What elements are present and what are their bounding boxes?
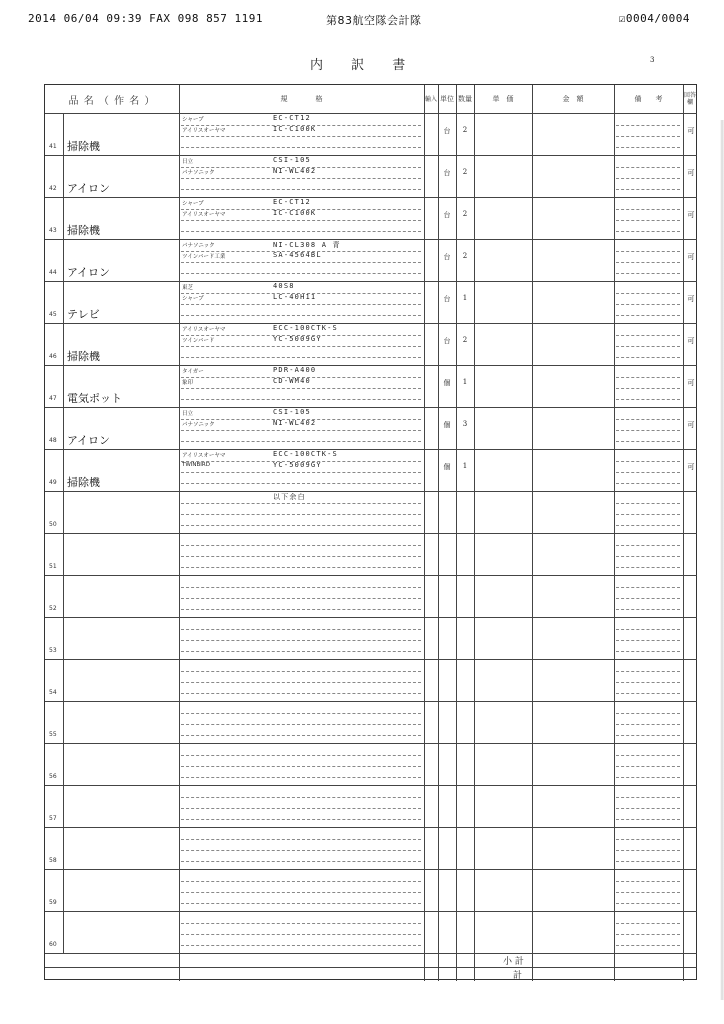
spec-line	[181, 892, 421, 893]
unit-value: 台	[443, 253, 451, 261]
spec-line	[181, 556, 421, 557]
header-spec: 規 格	[280, 95, 323, 103]
row-number: 42	[49, 185, 57, 192]
spec-maker: パナソニック	[182, 422, 215, 428]
remarks-line	[616, 682, 680, 683]
unit-value: 台	[443, 295, 451, 303]
spec-line	[181, 724, 421, 725]
row-number: 53	[49, 647, 57, 654]
item-name: 掃除機	[67, 140, 100, 153]
spec-line	[181, 525, 421, 526]
remarks-line	[616, 587, 680, 588]
spec-line	[181, 797, 421, 798]
spec-line	[181, 755, 421, 756]
remarks-line	[616, 388, 680, 389]
remarks-line	[616, 399, 680, 400]
spec-maker: 日立	[182, 411, 194, 417]
document-title: 内 訳 書	[310, 58, 418, 73]
spec-model: NI-WL402	[273, 419, 317, 427]
spec-maker: 日立	[182, 159, 194, 165]
header-unit-price: 単 価	[492, 95, 514, 103]
spec-maker: アイリスオーヤマ	[182, 128, 226, 134]
spec-line	[181, 220, 421, 221]
spec-line	[181, 629, 421, 630]
remarks-line	[616, 525, 680, 526]
row-number: 41	[49, 143, 57, 150]
remarks-line	[616, 766, 680, 767]
row-divider	[45, 323, 697, 324]
spec-maker: シャープ	[182, 117, 204, 123]
spec-line	[181, 399, 421, 400]
total-label: 計	[513, 971, 523, 981]
remarks-line	[616, 545, 680, 546]
spec-model: LC-40H11	[273, 293, 317, 301]
remarks-line	[616, 125, 680, 126]
remarks-line	[616, 777, 680, 778]
spec-maker: ツインバード工業	[182, 254, 226, 260]
spec-line	[181, 346, 421, 347]
remarks-line	[616, 797, 680, 798]
row-divider	[45, 407, 697, 408]
remarks-line	[616, 693, 680, 694]
spec-maker: TWINBIRD	[182, 462, 210, 468]
row-number: 52	[49, 605, 57, 612]
scan-edge	[720, 120, 724, 1000]
spec-model: CSI-105	[273, 408, 311, 416]
remarks-line	[616, 472, 680, 473]
row-divider	[45, 911, 697, 912]
spec-maker: アイリスオーヤマ	[182, 327, 226, 333]
answer-value: 可	[687, 295, 695, 303]
spec-line	[181, 640, 421, 641]
header-item-name: 品 名 （ 作 名 ）	[68, 95, 156, 107]
answer-value: 可	[687, 463, 695, 471]
spec-line	[181, 315, 421, 316]
remarks-line	[616, 441, 680, 442]
quantity-value: 1	[462, 462, 468, 470]
remarks-line	[616, 755, 680, 756]
row-divider	[45, 785, 697, 786]
item-name: アイロン	[67, 182, 111, 195]
remarks-line	[616, 273, 680, 274]
spec-line	[181, 945, 421, 946]
spec-line	[181, 388, 421, 389]
row-divider	[45, 743, 697, 744]
row-divider	[45, 113, 697, 114]
itemized-table	[44, 84, 697, 980]
spec-line	[181, 189, 421, 190]
spec-model: EC-CT12	[273, 114, 311, 122]
row-divider	[45, 281, 697, 282]
spec-model: 40S8	[273, 282, 295, 290]
remarks-line	[616, 189, 680, 190]
remarks-line	[616, 735, 680, 736]
item-name: 掃除機	[67, 476, 100, 489]
spec-model: IC-C100K	[273, 125, 317, 133]
spec-line	[181, 850, 421, 851]
row-divider	[45, 659, 697, 660]
answer-value: 可	[687, 127, 695, 135]
remarks-line	[616, 178, 680, 179]
remarks-line	[616, 934, 680, 935]
row-divider	[45, 617, 697, 618]
remarks-line	[616, 251, 680, 252]
remarks-line	[616, 903, 680, 904]
spec-model: PDR-A400	[273, 366, 317, 374]
spec-line	[181, 693, 421, 694]
item-name: 掃除機	[67, 224, 100, 237]
spec-line	[181, 934, 421, 935]
quantity-value: 2	[462, 168, 468, 176]
header-quantity: 数量	[458, 95, 472, 103]
spec-line	[181, 651, 421, 652]
remarks-line	[616, 483, 680, 484]
row-number: 59	[49, 899, 57, 906]
spec-model: ECC-100CTK-S	[273, 450, 338, 458]
row-number: 43	[49, 227, 57, 234]
remarks-line	[616, 167, 680, 168]
spec-maker: 象印	[182, 380, 194, 386]
spec-line	[181, 430, 421, 431]
remarks-line	[616, 293, 680, 294]
spec-line	[181, 514, 421, 515]
row-number: 45	[49, 311, 57, 318]
spec-line	[181, 671, 421, 672]
quantity-value: 3	[462, 420, 468, 428]
remarks-line	[616, 671, 680, 672]
page-number: 3	[650, 56, 655, 64]
row-number: 46	[49, 353, 57, 360]
spec-line	[181, 273, 421, 274]
quantity-value: 2	[462, 126, 468, 134]
quantity-value: 2	[462, 210, 468, 218]
remarks-line	[616, 147, 680, 148]
spec-model: IC-C100K	[273, 209, 317, 217]
item-name: アイロン	[67, 266, 111, 279]
spec-maker: シャープ	[182, 296, 204, 302]
fax-header-left: 2014 06/04 09:39 FAX 098 857 1191	[28, 12, 264, 25]
spec-line	[181, 483, 421, 484]
row-divider	[45, 491, 697, 492]
spec-maker: シャープ	[182, 201, 204, 207]
spec-line	[181, 713, 421, 714]
spec-line	[181, 503, 421, 504]
spec-line	[181, 598, 421, 599]
row-divider	[45, 827, 697, 828]
remarks-line	[616, 567, 680, 568]
spec-maker: パナソニック	[182, 243, 215, 249]
row-number: 55	[49, 731, 57, 738]
remarks-line	[616, 514, 680, 515]
subtotal-label: 小 計	[503, 957, 524, 967]
row-divider	[45, 869, 697, 870]
unit-value: 個	[443, 379, 451, 387]
answer-value: 可	[687, 169, 695, 177]
spec-line	[181, 839, 421, 840]
spec-maker: アイリスオーヤマ	[182, 212, 226, 218]
spec-maker: タイガー	[182, 369, 204, 375]
answer-value: 可	[687, 211, 695, 219]
spec-line	[181, 567, 421, 568]
row-number: 49	[49, 479, 57, 486]
remarks-line	[616, 304, 680, 305]
remarks-line	[616, 850, 680, 851]
unit-value: 台	[443, 211, 451, 219]
remarks-line	[616, 713, 680, 714]
remarks-line	[616, 819, 680, 820]
spec-line	[181, 147, 421, 148]
fax-header-page: ☑0004/0004	[618, 12, 690, 25]
spec-line	[181, 923, 421, 924]
spec-line	[181, 903, 421, 904]
row-number: 44	[49, 269, 57, 276]
row-divider	[45, 575, 697, 576]
remarks-line	[616, 598, 680, 599]
answer-value: 可	[687, 337, 695, 345]
quantity-value: 2	[462, 336, 468, 344]
answer-value: 可	[687, 379, 695, 387]
remarks-line	[616, 640, 680, 641]
remarks-line	[616, 231, 680, 232]
remarks-line	[616, 377, 680, 378]
row-number: 56	[49, 773, 57, 780]
row-number: 48	[49, 437, 57, 444]
spec-model: YC-5009GY	[273, 335, 322, 343]
row-number: 50	[49, 521, 57, 528]
remarks-line	[616, 461, 680, 462]
spec-model: EC-CT12	[273, 198, 311, 206]
remarks-line	[616, 262, 680, 263]
remarks-line	[616, 315, 680, 316]
remarks-line	[616, 724, 680, 725]
spec-line	[181, 262, 421, 263]
remarks-line	[616, 335, 680, 336]
remarks-line	[616, 808, 680, 809]
header-answer: 回答欄	[683, 92, 696, 106]
spec-maker: アイリスオーヤマ	[182, 453, 226, 459]
spec-model: CSI-105	[273, 156, 311, 164]
spec-line	[181, 136, 421, 137]
spec-line	[181, 861, 421, 862]
header-remarks: 備 考	[634, 95, 663, 103]
header-unit: 単位	[440, 95, 454, 103]
spec-model: ECC-100CTK-S	[273, 324, 338, 332]
remarks-line	[616, 136, 680, 137]
remarks-line	[616, 556, 680, 557]
header-import: 輸入	[424, 95, 437, 103]
unit-value: 個	[443, 421, 451, 429]
spec-model: SA-4564BL	[273, 251, 322, 259]
spec-line	[181, 231, 421, 232]
quantity-value: 1	[462, 378, 468, 386]
spec-model: CD-WM40	[273, 377, 311, 385]
remarks-line	[616, 861, 680, 862]
row-divider	[45, 155, 697, 156]
spec-line	[181, 357, 421, 358]
spec-line	[181, 735, 421, 736]
spec-line	[181, 178, 421, 179]
remarks-line	[616, 419, 680, 420]
spec-model: NI-WL402	[273, 167, 317, 175]
spec-line	[181, 472, 421, 473]
remarks-line	[616, 503, 680, 504]
spec-line	[181, 777, 421, 778]
row-divider	[45, 701, 697, 702]
spec-line	[181, 441, 421, 442]
spec-maker: 東芝	[182, 285, 194, 291]
row-divider	[45, 533, 697, 534]
row-number: 57	[49, 815, 57, 822]
row-number: 54	[49, 689, 57, 696]
unit-value: 台	[443, 337, 451, 345]
quantity-value: 1	[462, 294, 468, 302]
spec-line	[181, 587, 421, 588]
spec-line	[181, 609, 421, 610]
spec-maker: ツインバード	[182, 338, 215, 344]
spec-line	[181, 545, 421, 546]
remarks-line	[616, 357, 680, 358]
remarks-line	[616, 892, 680, 893]
remarks-line	[616, 923, 680, 924]
remarks-line	[616, 346, 680, 347]
remarks-line	[616, 209, 680, 210]
row-number: 51	[49, 563, 57, 570]
spec-line	[181, 808, 421, 809]
fax-header-sender: 第83航空隊会計隊	[326, 14, 422, 27]
row-divider	[45, 239, 697, 240]
item-name: アイロン	[67, 434, 111, 447]
remarks-line	[616, 881, 680, 882]
row-number: 58	[49, 857, 57, 864]
spec-line	[181, 819, 421, 820]
unit-value: 個	[443, 463, 451, 471]
remarks-line	[616, 609, 680, 610]
item-name: テレビ	[67, 308, 100, 321]
remarks-line	[616, 651, 680, 652]
quantity-value: 2	[462, 252, 468, 260]
unit-value: 台	[443, 169, 451, 177]
remarks-line	[616, 629, 680, 630]
row-number: 60	[49, 941, 57, 948]
item-name: 掃除機	[67, 350, 100, 363]
spec-line	[181, 304, 421, 305]
row-divider	[45, 197, 697, 198]
spec-line	[181, 766, 421, 767]
item-name: 電気ポット	[67, 392, 122, 405]
spec-model: NI-CL308 A 青	[273, 241, 341, 249]
row-number: 47	[49, 395, 57, 402]
spec-model: 以下余白	[273, 493, 306, 501]
row-divider	[45, 449, 697, 450]
row-divider	[45, 365, 697, 366]
spec-line	[181, 881, 421, 882]
header-amount: 金 額	[562, 95, 584, 103]
remarks-line	[616, 430, 680, 431]
remarks-line	[616, 839, 680, 840]
spec-maker: パナソニック	[182, 170, 215, 176]
remarks-line	[616, 220, 680, 221]
spec-model: YC-5009GY	[273, 461, 322, 469]
answer-value: 可	[687, 421, 695, 429]
remarks-line	[616, 945, 680, 946]
unit-value: 台	[443, 127, 451, 135]
answer-value: 可	[687, 253, 695, 261]
spec-line	[181, 682, 421, 683]
